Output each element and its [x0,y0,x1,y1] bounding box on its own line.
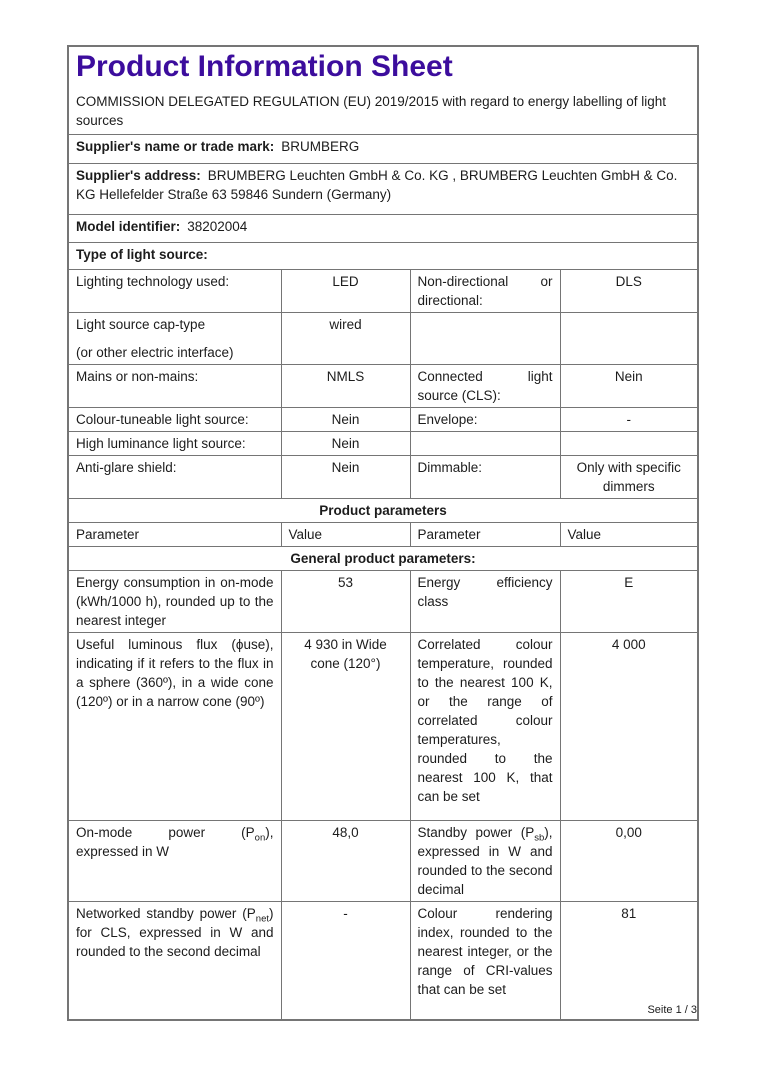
regulation-subtitle: COMMISSION DELEGATED REGULATION (EU) 2019/2015 with regard to energy labelling of light sources [76,94,666,128]
table-row [68,902,698,1020]
model-identifier-label: Model identifier: [76,219,181,234]
product-info-sheet-table [67,45,699,1021]
label-line: Light source cap-type [76,317,206,332]
param-value: 4 930 in Wide cone (120°) [281,633,410,821]
param-value: Nein [281,456,410,499]
column-header-parameter: Parameter [410,523,560,547]
table-row [68,313,698,365]
param-value [560,432,698,456]
param-label [410,432,560,456]
param-label: Dimmable: [410,456,560,499]
param-label: Useful luminous flux (ϕuse), indicating if it refers to the flux in a sphere (360º), in a wide cone (120º) or in a narrow cone (90º) [68,633,281,821]
general-parameters-section-title: General product parameters: [68,547,698,571]
supplier-address-row [68,164,698,215]
param-label: Lighting technology used: [68,270,281,313]
param-value: DLS [560,270,698,313]
page-number: Seite 1 / 3 [647,1004,697,1016]
param-value: wired [281,313,410,365]
param-value: 4 000 [560,633,698,821]
supplier-address-label: Supplier's address: [76,168,201,183]
param-label [410,821,560,902]
param-label: Mains or non-mains: [68,365,281,408]
param-label: Anti-glare shield: [68,456,281,499]
page-title: Product Information Sheet [76,50,453,83]
param-label [410,313,560,365]
param-value: E [560,571,698,633]
type-of-light-source-label: Type of light source: [76,247,208,262]
supplier-address-value: BRUMBERG Leuchten GmbH & Co. KG , BRUMBERG Leuchten GmbH & Co. KG Hellefelder Straße 63 59846 Sundern (Germany) [76,168,678,202]
type-of-light-source-row [68,243,698,270]
label-text: On-mode power (P [76,825,255,840]
supplier-name-row [68,135,698,164]
param-value: - [281,902,410,1020]
supplier-name-value: BRUMBERG [281,139,360,154]
param-label: High luminance light source: [68,432,281,456]
table-row [68,821,698,902]
table-row [68,365,698,408]
title-block [68,46,698,135]
supplier-name-label: Supplier's name or trade mark: [76,139,275,154]
label-text: Networked standby power (P [76,906,256,921]
subscript: sb [534,832,545,844]
param-value: 48,0 [281,821,410,902]
param-label: Colour rendering index, rounded to the nearest integer, or the range of CRI-values that can be set [410,902,560,1020]
param-label [68,821,281,902]
label-text: Standby power (P [417,825,535,840]
table-row [68,571,698,633]
column-header-value: Value [560,523,698,547]
label-text: ) for CLS, expressed in W and rounded to the second decimal [76,906,274,959]
column-header-parameter: Parameter [68,523,281,547]
column-header-row [68,523,698,547]
table-row [68,432,698,456]
model-identifier-value: 38202004 [187,219,248,234]
label-line: (or other electric interface) [76,345,234,360]
table-row [68,633,698,821]
param-label: Connected light source (CLS): [410,365,560,408]
subscript: net [255,913,269,925]
param-value: Only with specific dimmers [560,456,698,499]
param-label: Non-directional or directional: [410,270,560,313]
param-value: Nein [281,432,410,456]
param-label: Colour-tuneable light source: [68,408,281,432]
param-value: 0,00 [560,821,698,902]
param-value: 53 [281,571,410,633]
table-row [68,456,698,499]
subscript: on [254,832,266,844]
product-parameters-section-title: Product parameters [68,499,698,523]
param-value: - [560,408,698,432]
param-label: Envelope: [410,408,560,432]
model-identifier-row [68,215,698,243]
table-row [68,408,698,432]
param-value [560,313,698,365]
param-label: Energy efficiency class [410,571,560,633]
param-value: 81 [560,902,698,1020]
param-label [68,902,281,1020]
label-text: ), expressed in W and rounded to the second decimal [417,825,553,897]
param-label: Energy consumption in on-mode (kWh/1000 h), rounded up to the nearest integer [68,571,281,633]
param-label [68,313,281,365]
param-value: Nein [560,365,698,408]
param-label: Correlated colour temperature, rounded to the nearest 100 K, or the range of correlated colour temperatures, rounded to the nearest 100 K, that can be set [410,633,560,821]
param-value: NMLS [281,365,410,408]
table-row [68,270,698,313]
param-value: Nein [281,408,410,432]
label-text: ), expressed in W [76,825,274,859]
param-value: LED [281,270,410,313]
column-header-value: Value [281,523,410,547]
